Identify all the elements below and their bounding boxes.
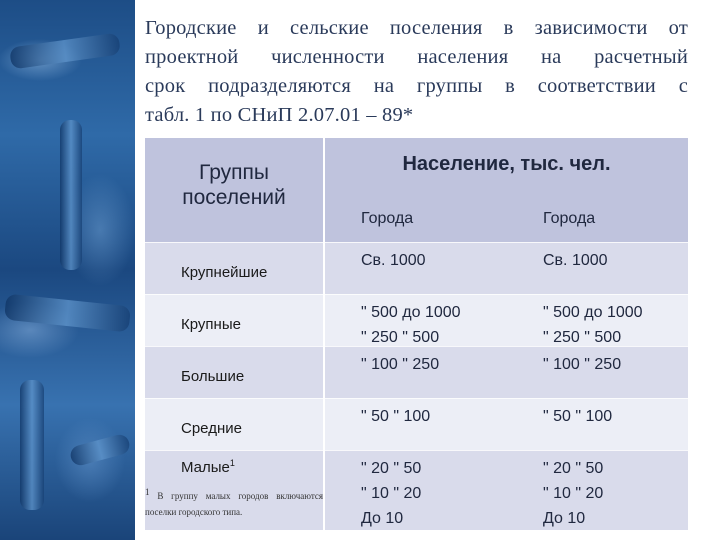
value-line: " 500 до 1000 <box>361 304 461 321</box>
value-line: " 50 " 100 <box>543 408 613 425</box>
value-cell <box>507 242 608 273</box>
value-line: " 50 " 100 <box>361 408 431 425</box>
value-line: Св. 1000 <box>543 252 608 269</box>
group-label: Крупнейшие <box>181 264 268 281</box>
value-cell <box>325 346 439 377</box>
value-cell <box>507 398 612 429</box>
value-line: " 250 " 500 <box>361 329 440 346</box>
value-line: " 20 " 50 <box>543 460 604 477</box>
value-line: " 10 " 20 <box>543 485 604 502</box>
group-label: Малые <box>181 459 230 476</box>
footnote <box>145 484 323 520</box>
value-cell <box>507 294 643 350</box>
footnote-mark: 1 <box>145 487 150 497</box>
title-line: проектной численности населения на расчетный <box>145 46 688 68</box>
value-line: " 250 " 500 <box>543 329 622 346</box>
value-line: " 20 " 50 <box>361 460 422 477</box>
value-cell <box>325 242 426 273</box>
value-line: " 500 до 1000 <box>543 304 643 321</box>
value-line: Св. 1000 <box>361 252 426 269</box>
sub-header-1: Города <box>361 210 414 227</box>
header-groups-label: Группы поселений <box>182 161 286 209</box>
value-cell <box>507 346 621 377</box>
value-cell <box>325 450 421 531</box>
group-label: Большие <box>181 368 245 385</box>
value-line: " 10 " 20 <box>361 485 422 502</box>
slide-title <box>145 14 688 130</box>
value-cell <box>507 450 603 531</box>
value-line: До 10 <box>361 510 404 527</box>
sub-header-2: Города <box>543 210 596 227</box>
group-label: Средние <box>181 420 242 437</box>
value-line: До 10 <box>543 510 586 527</box>
header-population-label: Население, тыс. чел. <box>402 152 611 175</box>
value-line: " 100 " 250 <box>543 356 622 373</box>
title-line: Городские и сельские поселения в зависимости от <box>145 17 688 39</box>
footnote-text: В группу малых городов включаются поселки городского типа. <box>145 491 323 517</box>
value-cell <box>325 294 461 350</box>
value-line: " 100 " 250 <box>361 356 440 373</box>
value-cell <box>325 398 430 429</box>
title-line: срок подразделяются на группы в соответствии с <box>145 75 688 97</box>
footnote-mark: 1 <box>229 458 235 468</box>
side-decorative-photo <box>0 0 135 540</box>
header-population <box>325 138 688 190</box>
title-line: табл. 1 по СНиП 2.07.01 – 89* <box>145 104 414 126</box>
settlement-groups-table <box>145 138 688 530</box>
header-groups <box>145 138 323 242</box>
group-label: Крупные <box>181 316 241 333</box>
group-label-small <box>145 458 235 476</box>
